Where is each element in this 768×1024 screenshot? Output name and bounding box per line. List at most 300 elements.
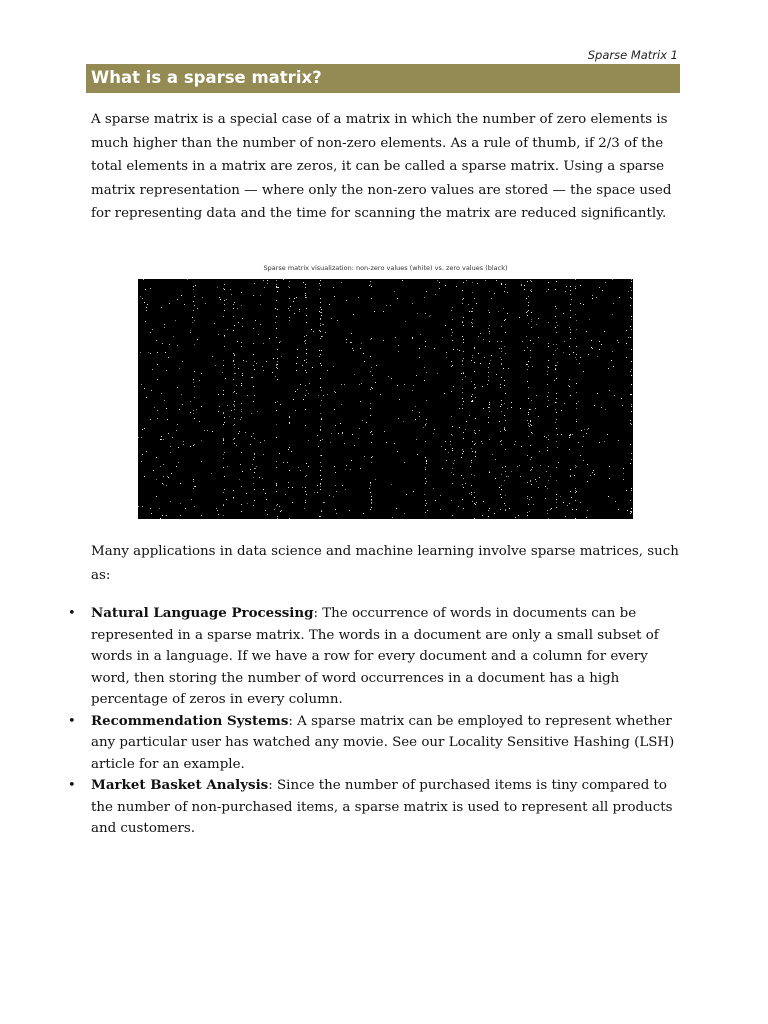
nonzero-dot [194, 305, 195, 306]
nonzero-dot [320, 426, 321, 427]
nonzero-dot [305, 425, 306, 426]
nonzero-dot [289, 416, 290, 417]
nonzero-dot [267, 280, 268, 281]
nonzero-dot [223, 492, 224, 493]
nonzero-dot [501, 326, 502, 327]
nonzero-dot [320, 489, 321, 490]
nonzero-dot [402, 280, 403, 281]
nonzero-dot [276, 365, 277, 366]
nonzero-dot [451, 310, 452, 311]
nonzero-dot [164, 327, 165, 328]
nonzero-dot [293, 301, 294, 302]
nonzero-dot [565, 291, 566, 292]
nonzero-dot [302, 487, 303, 488]
nonzero-dot [305, 297, 306, 298]
nonzero-dot [448, 452, 449, 453]
nonzero-dot [345, 489, 346, 490]
list-item-text: : Since the number of purchased items is tiny compared to the number of non-purchased items, a sparse matrix is used to represent all products and customers. [91, 778, 673, 836]
nonzero-dot [223, 412, 224, 413]
nonzero-dot [631, 384, 632, 385]
nonzero-dot [321, 510, 322, 511]
nonzero-dot [226, 499, 227, 500]
nonzero-dot [277, 368, 278, 369]
nonzero-dot [576, 383, 577, 384]
nonzero-dot [160, 466, 161, 467]
nonzero-dot [190, 401, 191, 402]
nonzero-dot [527, 311, 528, 312]
nonzero-dot [621, 398, 622, 399]
bullet-icon: • [68, 713, 76, 729]
nonzero-dot [320, 462, 321, 463]
nonzero-dot [528, 296, 529, 297]
nonzero-dot [241, 292, 242, 293]
nonzero-dot [140, 296, 141, 297]
nonzero-dot [196, 409, 197, 410]
nonzero-dot [235, 373, 236, 374]
nonzero-dot [576, 419, 577, 420]
nonzero-dot [545, 486, 546, 487]
nonzero-dot [224, 300, 225, 301]
nonzero-dot [241, 346, 242, 347]
nonzero-dot [583, 371, 584, 372]
nonzero-dot [320, 430, 321, 431]
nonzero-dot [630, 287, 631, 288]
nonzero-dot [623, 479, 624, 480]
nonzero-dot [369, 488, 370, 489]
nonzero-dot [575, 338, 576, 339]
nonzero-dot [472, 319, 473, 320]
nonzero-dot [263, 343, 264, 344]
nonzero-dot [289, 281, 290, 282]
nonzero-dot [182, 404, 183, 405]
nonzero-dot [508, 476, 509, 477]
nonzero-dot [169, 303, 170, 304]
nonzero-dot [530, 424, 531, 425]
nonzero-dot [177, 424, 178, 425]
nonzero-dot [561, 410, 562, 411]
nonzero-dot [572, 509, 573, 510]
nonzero-dot [597, 356, 598, 357]
nonzero-dot [532, 433, 533, 434]
nonzero-dot [555, 327, 556, 328]
nonzero-dot [234, 373, 235, 374]
nonzero-dot [233, 439, 234, 440]
nonzero-dot [190, 330, 191, 331]
nonzero-dot [497, 341, 498, 342]
nonzero-dot [475, 418, 476, 419]
nonzero-dot [519, 465, 520, 466]
nonzero-dot [363, 513, 364, 514]
nonzero-dot [579, 363, 580, 364]
nonzero-dot [351, 342, 352, 343]
nonzero-dot [472, 394, 473, 395]
nonzero-dot [193, 286, 194, 287]
nonzero-dot [463, 508, 464, 509]
nonzero-dot [162, 343, 163, 344]
nonzero-dot [263, 370, 264, 371]
nonzero-dot [505, 319, 506, 320]
nonzero-dot [529, 426, 530, 427]
nonzero-dot [547, 366, 548, 367]
nonzero-dot [227, 466, 228, 467]
nonzero-dot [451, 500, 452, 501]
nonzero-dot [253, 295, 254, 296]
nonzero-dot [289, 422, 290, 423]
nonzero-dot [501, 440, 502, 441]
nonzero-dot [574, 475, 575, 476]
nonzero-dot [546, 291, 547, 292]
nonzero-dot [311, 329, 312, 330]
nonzero-dot [557, 434, 558, 435]
nonzero-dot [146, 307, 147, 308]
nonzero-dot [463, 298, 464, 299]
nonzero-dot [320, 455, 321, 456]
nonzero-dot [462, 392, 463, 393]
nonzero-dot [333, 366, 334, 367]
nonzero-dot [351, 333, 352, 334]
nonzero-dot [192, 317, 193, 318]
nonzero-dot [500, 494, 501, 495]
nonzero-dot [360, 401, 361, 402]
nonzero-dot [631, 406, 632, 407]
nonzero-dot [488, 310, 489, 311]
nonzero-dot [321, 418, 322, 419]
nonzero-dot [233, 361, 234, 362]
nonzero-dot [306, 475, 307, 476]
nonzero-dot [207, 430, 208, 431]
nonzero-dot [451, 416, 452, 417]
nonzero-dot [289, 417, 290, 418]
nonzero-dot [511, 407, 512, 408]
nonzero-dot [507, 292, 508, 293]
nonzero-dot [346, 300, 347, 301]
nonzero-dot [262, 478, 263, 479]
nonzero-dot [289, 310, 290, 311]
nonzero-dot [321, 455, 322, 456]
nonzero-dot [242, 373, 243, 374]
nonzero-dot [434, 348, 435, 349]
nonzero-dot [289, 320, 290, 321]
nonzero-dot [631, 394, 632, 395]
nonzero-dot [475, 451, 476, 452]
nonzero-dot [475, 452, 476, 453]
nonzero-dot [605, 409, 606, 410]
nonzero-dot [180, 503, 181, 504]
nonzero-dot [320, 475, 321, 476]
nonzero-dot [288, 286, 289, 287]
nonzero-dot [569, 449, 570, 450]
nonzero-dot [320, 470, 321, 471]
nonzero-dot [465, 376, 466, 377]
nonzero-dot [306, 308, 307, 309]
nonzero-dot [162, 483, 163, 484]
nonzero-dot [474, 503, 475, 504]
nonzero-dot [360, 348, 361, 349]
nonzero-dot [608, 496, 609, 497]
nonzero-dot [547, 513, 548, 514]
nonzero-dot [564, 341, 565, 342]
nonzero-dot [277, 309, 278, 310]
nonzero-dot [505, 505, 506, 506]
nonzero-dot [521, 285, 522, 286]
nonzero-dot [548, 282, 549, 283]
nonzero-dot [417, 313, 418, 314]
applications-intro: Many applications in data science and machine learning involve sparse matrices, such as: [91, 544, 679, 583]
nonzero-dot [322, 439, 323, 440]
nonzero-dot [548, 343, 549, 344]
nonzero-dot [223, 505, 224, 506]
nonzero-dot [530, 340, 531, 341]
nonzero-dot [530, 420, 531, 421]
nonzero-dot [169, 344, 170, 345]
nonzero-dot [370, 482, 371, 483]
nonzero-dot [471, 474, 472, 475]
nonzero-dot [150, 288, 151, 289]
nonzero-dot [376, 365, 377, 366]
nonzero-dot [505, 449, 506, 450]
nonzero-dot [613, 303, 614, 304]
nonzero-dot [253, 459, 254, 460]
nonzero-dot [553, 344, 554, 345]
nonzero-dot [631, 404, 632, 405]
nonzero-dot [231, 294, 232, 295]
nonzero-dot [452, 468, 453, 469]
nonzero-dot [231, 410, 232, 411]
nonzero-dot [404, 513, 405, 514]
nonzero-dot [258, 334, 259, 335]
nonzero-dot [234, 364, 235, 365]
nonzero-dot [194, 397, 195, 398]
nonzero-dot [506, 476, 507, 477]
matrix-background [138, 279, 633, 519]
nonzero-dot [547, 374, 548, 375]
nonzero-dot [371, 502, 372, 503]
nonzero-dot [358, 297, 359, 298]
nonzero-dot [176, 430, 177, 431]
nonzero-dot [142, 429, 143, 430]
nonzero-dot [320, 325, 321, 326]
nonzero-dot [571, 497, 572, 498]
nonzero-dot [457, 349, 458, 350]
figure-caption: Sparse matrix visualization: non-zero values (white) vs. zero values (black) [263, 264, 508, 272]
nonzero-dot [331, 318, 332, 319]
nonzero-dot [628, 291, 629, 292]
nonzero-dot [575, 314, 576, 315]
nonzero-dot [615, 501, 616, 502]
nonzero-dot [166, 485, 167, 486]
nonzero-dot [505, 420, 506, 421]
nonzero-dot [501, 474, 502, 475]
nonzero-dot [587, 481, 588, 482]
nonzero-dot [193, 488, 194, 489]
nonzero-dot [193, 410, 194, 411]
nonzero-dot [556, 322, 557, 323]
nonzero-dot [556, 412, 557, 413]
nonzero-dot [370, 432, 371, 433]
nonzero-dot [375, 382, 376, 383]
nonzero-dot [263, 489, 264, 490]
nonzero-dot [354, 374, 355, 375]
nonzero-dot [554, 380, 555, 381]
nonzero-dot [305, 476, 306, 477]
nonzero-dot [223, 504, 224, 505]
nonzero-dot [242, 318, 243, 319]
nonzero-dot [548, 392, 549, 393]
nonzero-dot [143, 279, 144, 280]
nonzero-dot [370, 371, 371, 372]
nonzero-dot [526, 364, 527, 365]
nonzero-dot [342, 485, 343, 486]
nonzero-dot [566, 286, 567, 287]
nonzero-dot [297, 357, 298, 358]
nonzero-dot [141, 437, 142, 438]
nonzero-dot [463, 478, 464, 479]
nonzero-dot [570, 304, 571, 305]
nonzero-dot [276, 300, 277, 301]
nonzero-dot [531, 425, 532, 426]
nonzero-dot [462, 398, 463, 399]
nonzero-dot [451, 434, 452, 435]
nonzero-dot [299, 311, 300, 312]
nonzero-dot [157, 352, 158, 353]
nonzero-dot [224, 289, 225, 290]
nonzero-dot [236, 385, 237, 386]
nonzero-dot [147, 304, 148, 305]
nonzero-dot [224, 417, 225, 418]
nonzero-dot [462, 484, 463, 485]
nonzero-dot [462, 388, 463, 389]
nonzero-dot [289, 518, 290, 519]
nonzero-dot [223, 424, 224, 425]
nonzero-dot [288, 487, 289, 488]
nonzero-dot [491, 298, 492, 299]
nonzero-dot [528, 425, 529, 426]
nonzero-dot [277, 358, 278, 359]
nonzero-dot [462, 322, 463, 323]
nonzero-dot [582, 446, 583, 447]
nonzero-dot [240, 419, 241, 420]
nonzero-dot [507, 408, 508, 409]
nonzero-dot [426, 463, 427, 464]
nonzero-dot [489, 363, 490, 364]
nonzero-dot [223, 440, 224, 441]
nonzero-dot [575, 518, 576, 519]
nonzero-dot [435, 294, 436, 295]
nonzero-dot [237, 341, 238, 342]
nonzero-dot [452, 435, 453, 436]
nonzero-dot [631, 488, 632, 489]
nonzero-dot [528, 305, 529, 306]
nonzero-dot [304, 336, 305, 337]
nonzero-dot [223, 394, 224, 395]
nonzero-dot [472, 501, 473, 502]
nonzero-dot [530, 421, 531, 422]
nonzero-dot [462, 299, 463, 300]
nonzero-dot [168, 357, 169, 358]
nonzero-dot [508, 368, 509, 369]
nonzero-dot [335, 392, 336, 393]
nonzero-dot [440, 509, 441, 510]
nonzero-dot [489, 404, 490, 405]
nonzero-dot [212, 431, 213, 432]
nonzero-dot [320, 484, 321, 485]
nonzero-dot [556, 499, 557, 500]
nonzero-dot [494, 513, 495, 514]
nonzero-dot [185, 508, 186, 509]
nonzero-dot [151, 513, 152, 514]
nonzero-dot [557, 348, 558, 349]
nonzero-dot [445, 285, 446, 286]
nonzero-dot [469, 493, 470, 494]
nonzero-dot [530, 409, 531, 410]
nonzero-dot [239, 479, 240, 480]
nonzero-dot [570, 317, 571, 318]
nonzero-dot [320, 516, 321, 517]
nonzero-dot [463, 282, 464, 283]
nonzero-dot [496, 280, 497, 281]
nonzero-dot [254, 369, 255, 370]
bullet-icon: • [68, 606, 76, 621]
nonzero-dot [439, 282, 440, 283]
nonzero-dot [391, 378, 392, 379]
nonzero-dot [236, 393, 237, 394]
list-item [68, 603, 683, 711]
nonzero-dot [223, 288, 224, 289]
nonzero-dot [489, 471, 490, 472]
nonzero-dot [320, 440, 321, 441]
nonzero-dot [275, 308, 276, 309]
nonzero-dot [607, 434, 608, 435]
nonzero-dot [245, 432, 246, 433]
nonzero-dot [276, 491, 277, 492]
nonzero-dot [289, 470, 290, 471]
nonzero-dot [547, 406, 548, 407]
section-title: What is a sparse matrix? [91, 68, 322, 87]
nonzero-dot [195, 486, 196, 487]
nonzero-dot [144, 388, 145, 389]
nonzero-dot [575, 357, 576, 358]
nonzero-dot [426, 423, 427, 424]
nonzero-dot [320, 323, 321, 324]
nonzero-dot [403, 421, 404, 422]
nonzero-dot [445, 449, 446, 450]
nonzero-dot [190, 446, 191, 447]
nonzero-dot [489, 402, 490, 403]
nonzero-dot [292, 502, 293, 503]
nonzero-dot [334, 466, 335, 467]
nonzero-dot [520, 476, 521, 477]
nonzero-dot [563, 502, 564, 503]
nonzero-dot [305, 293, 306, 294]
nonzero-dot [420, 334, 421, 335]
nonzero-dot [452, 307, 453, 308]
nonzero-dot [583, 460, 584, 461]
nonzero-dot [320, 307, 321, 308]
nonzero-dot [380, 394, 381, 395]
nonzero-dot [233, 379, 234, 380]
nonzero-dot [511, 471, 512, 472]
nonzero-dot [596, 297, 597, 298]
nonzero-dot [391, 484, 392, 485]
nonzero-dot [164, 400, 165, 401]
nonzero-dot [277, 516, 278, 517]
nonzero-dot [233, 497, 234, 498]
nonzero-dot [193, 413, 194, 414]
nonzero-dot [500, 357, 501, 358]
nonzero-dot [306, 372, 307, 373]
nonzero-dot [504, 427, 505, 428]
list-item-term: Market Basket Analysis [91, 777, 269, 793]
